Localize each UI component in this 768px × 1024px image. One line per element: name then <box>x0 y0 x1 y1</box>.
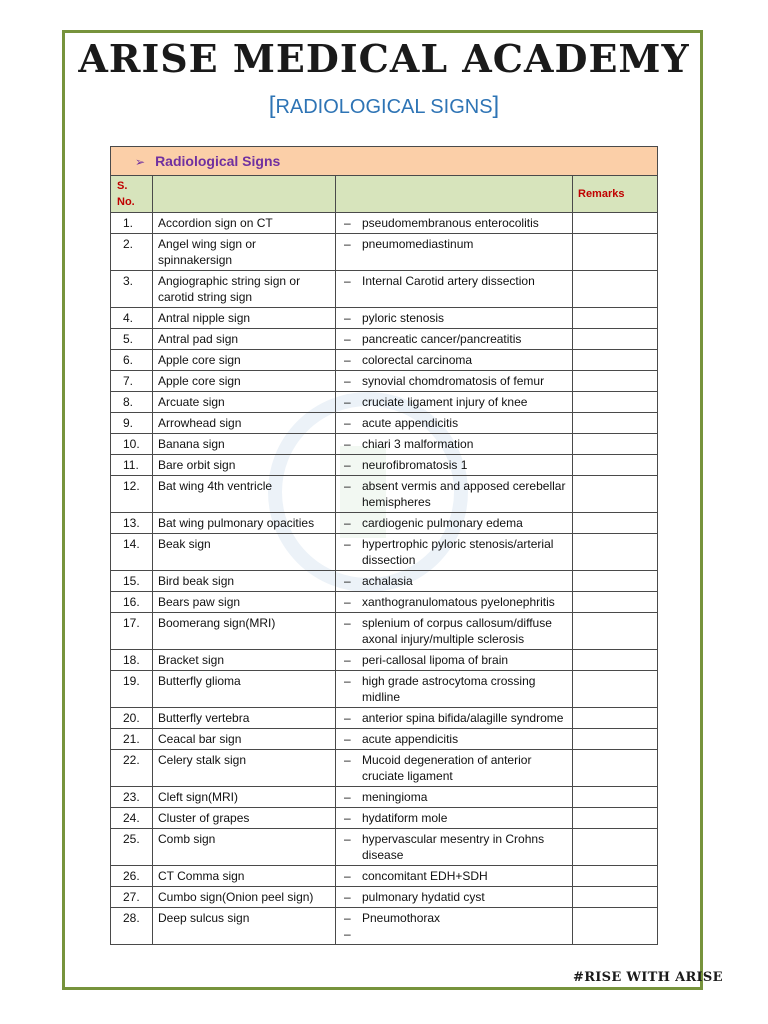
table-row <box>111 434 658 455</box>
subtitle-bracket-close: ] <box>492 92 500 119</box>
remarks-cell <box>573 271 658 308</box>
dash-separator: – <box>344 711 351 725</box>
dash-separator: – <box>344 437 351 451</box>
remarks-cell <box>573 829 658 866</box>
table-row <box>111 534 658 571</box>
sign-name: Apple core sign <box>153 371 336 392</box>
meaning-wrap <box>336 573 567 589</box>
dash-separator: – <box>344 395 351 409</box>
row-number: 16. <box>111 592 153 613</box>
meaning-wrap <box>336 731 567 747</box>
table-row <box>111 271 658 308</box>
row-number: 1. <box>111 213 153 234</box>
remarks-cell <box>573 887 658 908</box>
dash-separator: – <box>344 811 351 825</box>
meaning-wrap <box>336 331 567 347</box>
sign-meaning-cell <box>336 329 573 350</box>
meaning-wrap <box>336 868 567 884</box>
dash-separator: – <box>344 274 351 288</box>
dash-separator: – <box>344 516 351 530</box>
table-row <box>111 513 658 534</box>
sign-meaning-cell <box>336 271 573 308</box>
dash-separator: – <box>344 216 351 230</box>
meaning-wrap <box>336 436 567 452</box>
dash-separator: – <box>344 416 351 430</box>
row-number: 8. <box>111 392 153 413</box>
sign-name: Arrowhead sign <box>153 413 336 434</box>
remarks-cell <box>573 787 658 808</box>
sign-meaning: Mucoid degeneration of anterior cruciate ligament <box>362 753 532 783</box>
sign-meaning: splenium of corpus callosum/diffuse axonal injury/multiple sclerosis <box>362 616 552 646</box>
remarks-cell <box>573 650 658 671</box>
meaning-wrap <box>336 273 567 289</box>
sign-meaning-cell <box>336 671 573 708</box>
sign-meaning-cell <box>336 434 573 455</box>
table-row <box>111 708 658 729</box>
sign-name: Bare orbit sign <box>153 455 336 476</box>
meaning-wrap <box>336 394 567 410</box>
remarks-cell <box>573 571 658 592</box>
table-row <box>111 908 658 945</box>
sign-meaning: cardiogenic pulmonary edema <box>362 516 523 530</box>
sign-meaning-cell <box>336 613 573 650</box>
remarks-cell <box>573 908 658 945</box>
sign-meaning: Internal Carotid artery dissection <box>362 274 535 288</box>
sign-meaning: hydatiform mole <box>362 811 448 825</box>
remarks-cell <box>573 866 658 887</box>
sign-meaning-cell <box>336 650 573 671</box>
sign-meaning: pseudomembranous enterocolitis <box>362 216 539 230</box>
sign-meaning-cell <box>336 455 573 476</box>
sign-meaning-cell <box>336 371 573 392</box>
sign-name: CT Comma sign <box>153 866 336 887</box>
sign-meaning: anterior spina bifida/alagille syndrome <box>362 711 564 725</box>
remarks-cell <box>573 234 658 271</box>
dash-separator: – <box>344 753 351 767</box>
dash-separator: – <box>344 479 351 493</box>
arrow-bullet-icon: ➢ <box>135 154 146 169</box>
dash-separator: – <box>344 832 351 846</box>
row-number: 18. <box>111 650 153 671</box>
row-number: 2. <box>111 234 153 271</box>
table-row <box>111 866 658 887</box>
footer-tagline: #RISE WITH ARISE <box>573 970 723 985</box>
dash-separator: – <box>344 595 351 609</box>
remarks-cell <box>573 413 658 434</box>
meaning-wrap <box>336 652 567 668</box>
sign-meaning: Pneumothorax <box>362 911 441 925</box>
row-number: 9. <box>111 413 153 434</box>
sign-meaning-cell <box>336 513 573 534</box>
remarks-cell <box>573 329 658 350</box>
sign-name: Accordion sign on CT <box>153 213 336 234</box>
remarks-cell <box>573 392 658 413</box>
table-row <box>111 671 658 708</box>
sign-meaning-cell <box>336 392 573 413</box>
table-row <box>111 455 658 476</box>
dash-separator: – <box>344 353 351 367</box>
row-number: 19. <box>111 671 153 708</box>
sign-name: Bat wing 4th ventricle <box>153 476 336 513</box>
sign-meaning: acute appendicitis <box>362 732 459 746</box>
remarks-cell <box>573 613 658 650</box>
meaning-wrap <box>336 215 567 231</box>
meaning-wrap <box>336 373 567 389</box>
row-number: 27. <box>111 887 153 908</box>
meaning-wrap <box>336 831 567 863</box>
row-number: 26. <box>111 866 153 887</box>
col-header-sign <box>153 176 336 213</box>
sign-name: Comb sign <box>153 829 336 866</box>
sign-meaning: pneumomediastinum <box>362 237 474 251</box>
radiological-signs-table <box>110 146 658 945</box>
sign-meaning-cell <box>336 808 573 829</box>
sign-name: Cumbo sign(Onion peel sign) <box>153 887 336 908</box>
sign-name: Butterfly vertebra <box>153 708 336 729</box>
row-number: 14. <box>111 534 153 571</box>
sign-meaning: pancreatic cancer/pancreatitis <box>362 332 522 346</box>
dash-separator: – <box>344 616 351 630</box>
sign-meaning-cell <box>336 866 573 887</box>
sign-meaning: cruciate ligament injury of knee <box>362 395 528 409</box>
sign-name: Arcuate sign <box>153 392 336 413</box>
meaning-wrap <box>336 594 567 610</box>
dash-separator: – <box>344 332 351 346</box>
sign-meaning-cell <box>336 234 573 271</box>
row-number: 5. <box>111 329 153 350</box>
document-subtitle <box>0 92 768 120</box>
table-row <box>111 750 658 787</box>
sign-meaning: pulmonary hydatid cyst <box>362 890 485 904</box>
sign-meaning: acute appendicitis <box>362 416 459 430</box>
dash-separator: – <box>344 890 351 904</box>
sign-meaning-cell <box>336 476 573 513</box>
dash-separator: – <box>344 574 351 588</box>
table-row <box>111 592 658 613</box>
sign-name: Deep sulcus sign <box>153 908 336 945</box>
table-row <box>111 650 658 671</box>
meaning-wrap <box>336 415 567 431</box>
table-row <box>111 729 658 750</box>
remarks-cell <box>573 671 658 708</box>
sign-name: Antral nipple sign <box>153 308 336 329</box>
sign-meaning-cell <box>336 534 573 571</box>
sign-meaning: concomitant EDH+SDH <box>362 869 488 883</box>
table-row <box>111 308 658 329</box>
subtitle-text: RADIOLOGICAL SIGNS <box>275 96 493 118</box>
sign-meaning-cell <box>336 908 573 945</box>
meaning-wrap <box>336 889 567 905</box>
sign-meaning-cell <box>336 829 573 866</box>
sign-name: Cleft sign(MRI) <box>153 787 336 808</box>
sign-meaning-cell <box>336 729 573 750</box>
table-row <box>111 350 658 371</box>
sign-meaning: xanthogranulomatous pyelonephritis <box>362 595 555 609</box>
dash-separator: – <box>344 911 351 925</box>
meaning-wrap <box>336 810 567 826</box>
sign-meaning: chiari 3 malformation <box>362 437 474 451</box>
dash-separator-extra: – <box>344 927 351 941</box>
sign-name: Apple core sign <box>153 350 336 371</box>
table-row <box>111 829 658 866</box>
remarks-cell <box>573 308 658 329</box>
sign-meaning-cell <box>336 308 573 329</box>
sign-name: Beak sign <box>153 534 336 571</box>
row-number: 24. <box>111 808 153 829</box>
meaning-wrap <box>336 352 567 368</box>
table-row <box>111 329 658 350</box>
table-row <box>111 571 658 592</box>
row-number: 7. <box>111 371 153 392</box>
sign-meaning: peri-callosal lipoma of brain <box>362 653 509 667</box>
sign-meaning-cell <box>336 213 573 234</box>
sign-name: Ceacal bar sign <box>153 729 336 750</box>
row-number: 3. <box>111 271 153 308</box>
sign-meaning: colorectal carcinoma <box>362 353 473 367</box>
row-number: 12. <box>111 476 153 513</box>
meaning-wrap <box>336 789 567 805</box>
sign-name: Bat wing pulmonary opacities <box>153 513 336 534</box>
sign-meaning-cell <box>336 887 573 908</box>
remarks-cell <box>573 729 658 750</box>
section-title: Radiological Signs <box>155 152 281 169</box>
sign-name: Antral pad sign <box>153 329 336 350</box>
table-row <box>111 476 658 513</box>
remarks-cell <box>573 371 658 392</box>
remarks-cell <box>573 708 658 729</box>
row-number: 4. <box>111 308 153 329</box>
meaning-wrap <box>336 710 567 726</box>
remarks-cell <box>573 476 658 513</box>
sign-meaning: neurofibromatosis 1 <box>362 458 468 472</box>
dash-separator: – <box>344 732 351 746</box>
sign-name: Bears paw sign <box>153 592 336 613</box>
sign-name: Angel wing sign or spinnakersign <box>153 234 336 271</box>
table-row <box>111 887 658 908</box>
meaning-wrap <box>336 752 567 784</box>
remarks-cell <box>573 750 658 787</box>
table-row <box>111 413 658 434</box>
row-number: 10. <box>111 434 153 455</box>
dash-separator: – <box>344 674 351 688</box>
sign-meaning: achalasia <box>362 574 413 588</box>
sign-meaning: meningioma <box>362 790 428 804</box>
meaning-wrap <box>336 910 567 926</box>
remarks-cell <box>573 808 658 829</box>
row-number: 13. <box>111 513 153 534</box>
meaning-wrap <box>336 236 567 252</box>
sign-meaning: high grade astrocytoma crossing midline <box>362 674 536 704</box>
remarks-cell <box>573 455 658 476</box>
table-row <box>111 234 658 271</box>
remarks-cell <box>573 350 658 371</box>
section-header-row <box>111 147 658 176</box>
sign-name: Bracket sign <box>153 650 336 671</box>
row-number: 28. <box>111 908 153 945</box>
sign-meaning: hypertrophic pyloric stenosis/arterial dissection <box>362 537 554 567</box>
col-header-meaning <box>336 176 573 213</box>
sign-meaning-cell <box>336 750 573 787</box>
meaning-wrap <box>336 457 567 473</box>
dash-separator: – <box>344 458 351 472</box>
row-number: 25. <box>111 829 153 866</box>
academy-title: ARISE MEDICAL ACADEMY <box>78 36 690 81</box>
meaning-wrap <box>336 478 567 510</box>
remarks-cell <box>573 434 658 455</box>
dash-separator: – <box>344 537 351 551</box>
table-row <box>111 613 658 650</box>
dash-separator: – <box>344 790 351 804</box>
row-number: 6. <box>111 350 153 371</box>
subtitle-bracket-open: [ <box>268 92 276 119</box>
column-header-row <box>111 176 658 213</box>
sign-meaning-cell <box>336 592 573 613</box>
sign-meaning: hypervascular mesentry in Crohns disease <box>362 832 545 862</box>
sign-name: Butterfly glioma <box>153 671 336 708</box>
row-number: 20. <box>111 708 153 729</box>
dash-separator: – <box>344 653 351 667</box>
table-row <box>111 392 658 413</box>
sign-meaning-cell <box>336 571 573 592</box>
remarks-cell <box>573 213 658 234</box>
sign-name: Angiographic string sign or carotid string sign <box>153 271 336 308</box>
dash-separator: – <box>344 374 351 388</box>
sign-name: Banana sign <box>153 434 336 455</box>
meaning-wrap <box>336 310 567 326</box>
sign-name: Bird beak sign <box>153 571 336 592</box>
row-number: 11. <box>111 455 153 476</box>
sign-meaning-cell <box>336 787 573 808</box>
row-number: 17. <box>111 613 153 650</box>
sign-meaning: synovial chomdromatosis of femur <box>362 374 545 388</box>
col-header-remarks: Remarks <box>573 176 658 213</box>
sign-meaning: pyloric stenosis <box>362 311 445 325</box>
sign-name: Celery stalk sign <box>153 750 336 787</box>
table-row <box>111 808 658 829</box>
table-row <box>111 787 658 808</box>
row-number: 15. <box>111 571 153 592</box>
meaning-wrap <box>336 615 567 647</box>
dash-separator: – <box>344 869 351 883</box>
sign-name: Cluster of grapes <box>153 808 336 829</box>
sign-name: Boomerang sign(MRI) <box>153 613 336 650</box>
table-row <box>111 371 658 392</box>
remarks-cell <box>573 592 658 613</box>
dash-separator: – <box>344 311 351 325</box>
meaning-wrap <box>336 536 567 568</box>
meaning-wrap <box>336 515 567 531</box>
col-header-sno: S. No. <box>111 176 153 213</box>
row-number: 21. <box>111 729 153 750</box>
row-number: 23. <box>111 787 153 808</box>
remarks-cell <box>573 513 658 534</box>
table-row <box>111 213 658 234</box>
meaning-wrap <box>336 673 567 705</box>
row-number: 22. <box>111 750 153 787</box>
sign-meaning: absent vermis and apposed cerebellar hemispheres <box>362 479 566 509</box>
sign-meaning-cell <box>336 413 573 434</box>
dash-separator: – <box>344 237 351 251</box>
sign-meaning-cell <box>336 708 573 729</box>
sign-meaning-cell <box>336 350 573 371</box>
remarks-cell <box>573 534 658 571</box>
